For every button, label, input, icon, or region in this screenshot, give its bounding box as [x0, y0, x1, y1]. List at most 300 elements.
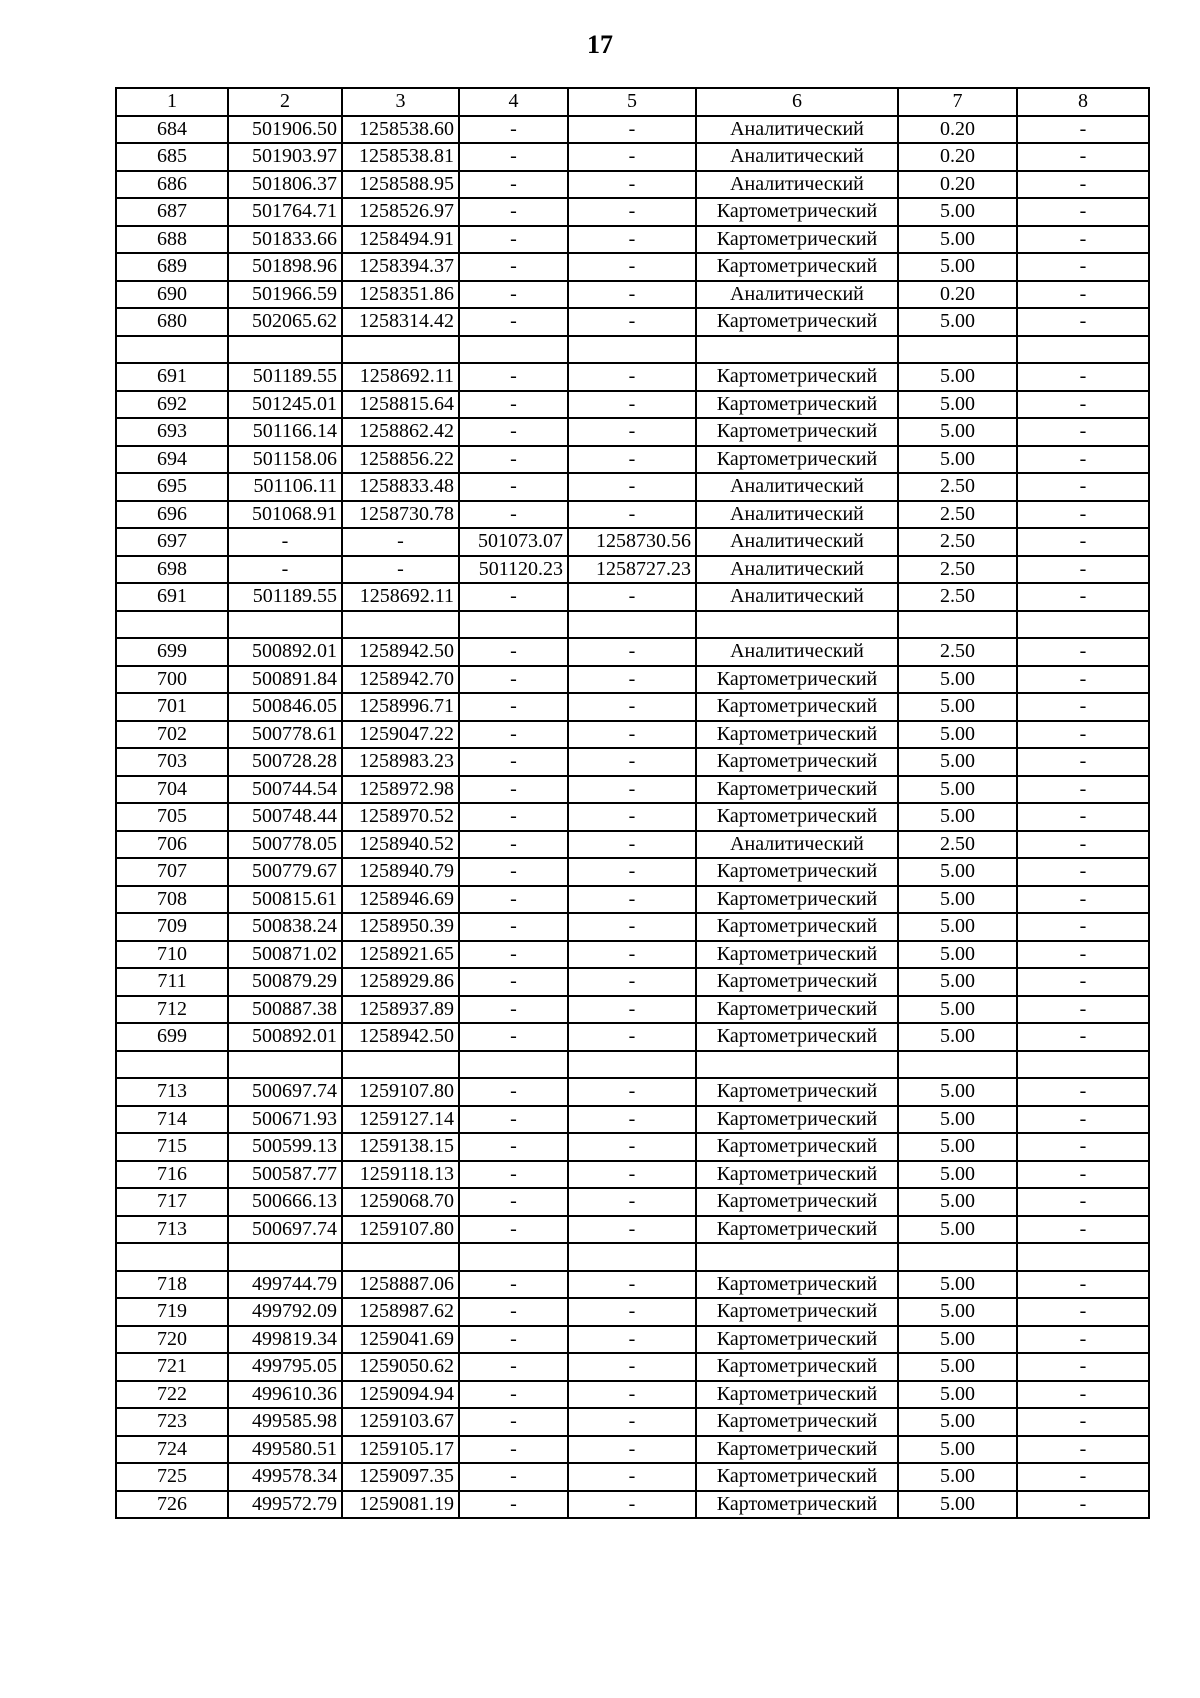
note-cell — [1017, 336, 1149, 364]
accuracy-cell: 5.00 — [898, 1463, 1017, 1491]
note-cell: - — [1017, 913, 1149, 941]
table-row — [116, 1216, 1149, 1244]
point-number-cell: 716 — [116, 1161, 228, 1189]
point-number-cell: 707 — [116, 858, 228, 886]
x-coordinate-alt-cell: - — [459, 418, 568, 446]
y-coordinate-alt-cell: - — [568, 968, 696, 996]
point-number-cell: 725 — [116, 1463, 228, 1491]
x-coordinate-cell: 499744.79 — [228, 1271, 342, 1299]
x-coordinate-cell: 501764.71 — [228, 198, 342, 226]
header-cell: 2 — [228, 88, 342, 116]
y-coordinate-cell: 1259081.19 — [342, 1491, 459, 1519]
table-row — [116, 1491, 1149, 1519]
accuracy-cell: 5.00 — [898, 391, 1017, 419]
y-coordinate-alt-cell: - — [568, 803, 696, 831]
table-row — [116, 1381, 1149, 1409]
note-cell: - — [1017, 528, 1149, 556]
x-coordinate-alt-cell: - — [459, 253, 568, 281]
accuracy-cell: 5.00 — [898, 1353, 1017, 1381]
x-coordinate-cell: - — [228, 528, 342, 556]
method-cell: Картометрический — [696, 1188, 898, 1216]
note-cell — [1017, 611, 1149, 639]
y-coordinate-cell: 1258538.81 — [342, 143, 459, 171]
method-cell: Картометрический — [696, 1436, 898, 1464]
method-cell: Аналитический — [696, 638, 898, 666]
x-coordinate-cell: 501806.37 — [228, 171, 342, 199]
table-row — [116, 171, 1149, 199]
note-cell: - — [1017, 253, 1149, 281]
table-row — [116, 886, 1149, 914]
y-coordinate-alt-cell: - — [568, 1326, 696, 1354]
method-cell: Картометрический — [696, 1271, 898, 1299]
accuracy-cell: 5.00 — [898, 1408, 1017, 1436]
method-cell: Картометрический — [696, 941, 898, 969]
method-cell: Картометрический — [696, 308, 898, 336]
method-cell: Картометрический — [696, 693, 898, 721]
note-cell: - — [1017, 143, 1149, 171]
x-coordinate-cell: 501189.55 — [228, 583, 342, 611]
header-cell: 4 — [459, 88, 568, 116]
x-coordinate-alt-cell: - — [459, 1216, 568, 1244]
note-cell: - — [1017, 391, 1149, 419]
method-cell: Картометрический — [696, 226, 898, 254]
table-row — [116, 1188, 1149, 1216]
note-cell: - — [1017, 886, 1149, 914]
y-coordinate-alt-cell: - — [568, 858, 696, 886]
point-number-cell: 698 — [116, 556, 228, 584]
table-row — [116, 1106, 1149, 1134]
x-coordinate-cell: 501158.06 — [228, 446, 342, 474]
note-cell: - — [1017, 858, 1149, 886]
x-coordinate-cell: 499795.05 — [228, 1353, 342, 1381]
point-number-cell: 703 — [116, 748, 228, 776]
accuracy-cell: 5.00 — [898, 226, 1017, 254]
accuracy-cell — [898, 336, 1017, 364]
y-coordinate-alt-cell: - — [568, 1381, 696, 1409]
x-coordinate-alt-cell: - — [459, 693, 568, 721]
method-cell: Аналитический — [696, 583, 898, 611]
method-cell: Картометрический — [696, 391, 898, 419]
table-row — [116, 858, 1149, 886]
point-number-cell: 721 — [116, 1353, 228, 1381]
x-coordinate-cell: 501068.91 — [228, 501, 342, 529]
x-coordinate-alt-cell: - — [459, 1491, 568, 1519]
note-cell: - — [1017, 198, 1149, 226]
accuracy-cell — [898, 1243, 1017, 1271]
point-number-cell: 704 — [116, 776, 228, 804]
point-number-cell: 717 — [116, 1188, 228, 1216]
method-cell: Картометрический — [696, 1023, 898, 1051]
x-coordinate-cell: 500666.13 — [228, 1188, 342, 1216]
point-number-cell: 724 — [116, 1436, 228, 1464]
x-coordinate-alt-cell: - — [459, 391, 568, 419]
y-coordinate-cell: 1258921.65 — [342, 941, 459, 969]
x-coordinate-alt-cell: - — [459, 831, 568, 859]
x-coordinate-cell — [228, 1243, 342, 1271]
y-coordinate-cell: 1258950.39 — [342, 913, 459, 941]
accuracy-cell: 0.20 — [898, 281, 1017, 309]
note-cell: - — [1017, 968, 1149, 996]
table-row — [116, 473, 1149, 501]
x-coordinate-cell: 500748.44 — [228, 803, 342, 831]
note-cell: - — [1017, 776, 1149, 804]
x-coordinate-cell: 501166.14 — [228, 418, 342, 446]
accuracy-cell: 5.00 — [898, 693, 1017, 721]
x-coordinate-cell: - — [228, 556, 342, 584]
y-coordinate-cell: 1258940.79 — [342, 858, 459, 886]
y-coordinate-cell: 1259094.94 — [342, 1381, 459, 1409]
method-cell: Картометрический — [696, 363, 898, 391]
y-coordinate-alt-cell: - — [568, 143, 696, 171]
table-row — [116, 1408, 1149, 1436]
point-number-cell: 709 — [116, 913, 228, 941]
note-cell: - — [1017, 446, 1149, 474]
coordinates-table — [115, 87, 1150, 1519]
y-coordinate-cell: 1258887.06 — [342, 1271, 459, 1299]
note-cell: - — [1017, 1078, 1149, 1106]
method-cell: Картометрический — [696, 858, 898, 886]
x-coordinate-alt-cell: - — [459, 1188, 568, 1216]
method-cell: Аналитический — [696, 116, 898, 144]
table-row — [116, 968, 1149, 996]
method-cell: Картометрический — [696, 1353, 898, 1381]
y-coordinate-cell: 1258970.52 — [342, 803, 459, 831]
table-row — [116, 1051, 1149, 1079]
y-coordinate-cell: 1258588.95 — [342, 171, 459, 199]
x-coordinate-alt-cell: - — [459, 1106, 568, 1134]
method-cell: Аналитический — [696, 831, 898, 859]
point-number-cell: 720 — [116, 1326, 228, 1354]
method-cell: Аналитический — [696, 281, 898, 309]
y-coordinate-cell: - — [342, 528, 459, 556]
accuracy-cell: 5.00 — [898, 1381, 1017, 1409]
note-cell: - — [1017, 1161, 1149, 1189]
y-coordinate-alt-cell: 1258730.56 — [568, 528, 696, 556]
y-coordinate-cell: 1258815.64 — [342, 391, 459, 419]
note-cell: - — [1017, 308, 1149, 336]
x-coordinate-cell: 500587.77 — [228, 1161, 342, 1189]
y-coordinate-alt-cell: - — [568, 391, 696, 419]
accuracy-cell: 5.00 — [898, 363, 1017, 391]
table-row — [116, 1326, 1149, 1354]
y-coordinate-alt-cell: - — [568, 1023, 696, 1051]
point-number-cell: 706 — [116, 831, 228, 859]
method-cell — [696, 1051, 898, 1079]
accuracy-cell: 5.00 — [898, 1326, 1017, 1354]
x-coordinate-alt-cell: - — [459, 886, 568, 914]
method-cell: Картометрический — [696, 968, 898, 996]
y-coordinate-cell: 1258494.91 — [342, 226, 459, 254]
x-coordinate-cell: 499792.09 — [228, 1298, 342, 1326]
accuracy-cell: 2.50 — [898, 528, 1017, 556]
table-row — [116, 418, 1149, 446]
x-coordinate-alt-cell: - — [459, 363, 568, 391]
point-number-cell: 710 — [116, 941, 228, 969]
point-number-cell: 723 — [116, 1408, 228, 1436]
table-row — [116, 226, 1149, 254]
table-row — [116, 803, 1149, 831]
x-coordinate-cell: 501903.97 — [228, 143, 342, 171]
note-cell: - — [1017, 1216, 1149, 1244]
point-number-cell: 688 — [116, 226, 228, 254]
accuracy-cell: 2.50 — [898, 583, 1017, 611]
x-coordinate-cell: 501906.50 — [228, 116, 342, 144]
x-coordinate-cell: 500838.24 — [228, 913, 342, 941]
header-cell: 6 — [696, 88, 898, 116]
x-coordinate-cell: 501245.01 — [228, 391, 342, 419]
method-cell — [696, 611, 898, 639]
x-coordinate-cell: 500846.05 — [228, 693, 342, 721]
table-row — [116, 1353, 1149, 1381]
y-coordinate-alt-cell: - — [568, 721, 696, 749]
point-number-cell: 699 — [116, 638, 228, 666]
point-number-cell: 714 — [116, 1106, 228, 1134]
table-row — [116, 693, 1149, 721]
y-coordinate-cell: 1258692.11 — [342, 583, 459, 611]
x-coordinate-alt-cell: - — [459, 666, 568, 694]
method-cell: Аналитический — [696, 143, 898, 171]
y-coordinate-cell: 1258730.78 — [342, 501, 459, 529]
y-coordinate-alt-cell: 1258727.23 — [568, 556, 696, 584]
y-coordinate-cell: 1259050.62 — [342, 1353, 459, 1381]
x-coordinate-cell: 500671.93 — [228, 1106, 342, 1134]
x-coordinate-alt-cell — [459, 1243, 568, 1271]
y-coordinate-alt-cell: - — [568, 996, 696, 1024]
point-number-cell: 708 — [116, 886, 228, 914]
accuracy-cell: 0.20 — [898, 143, 1017, 171]
x-coordinate-alt-cell: - — [459, 968, 568, 996]
point-number-cell: 691 — [116, 363, 228, 391]
x-coordinate-cell: 500697.74 — [228, 1216, 342, 1244]
point-number-cell: 713 — [116, 1216, 228, 1244]
y-coordinate-alt-cell: - — [568, 116, 696, 144]
y-coordinate-cell: 1258942.50 — [342, 1023, 459, 1051]
x-coordinate-alt-cell: - — [459, 941, 568, 969]
y-coordinate-cell: 1259041.69 — [342, 1326, 459, 1354]
y-coordinate-cell: 1259138.15 — [342, 1133, 459, 1161]
accuracy-cell: 5.00 — [898, 913, 1017, 941]
table-row — [116, 776, 1149, 804]
x-coordinate-alt-cell: - — [459, 1381, 568, 1409]
table-row — [116, 363, 1149, 391]
point-number-cell: 711 — [116, 968, 228, 996]
table-row — [116, 116, 1149, 144]
y-coordinate-alt-cell: - — [568, 308, 696, 336]
x-coordinate-alt-cell: - — [459, 1023, 568, 1051]
y-coordinate-cell: 1258526.97 — [342, 198, 459, 226]
x-coordinate-cell: 500599.13 — [228, 1133, 342, 1161]
y-coordinate-cell: 1258972.98 — [342, 776, 459, 804]
accuracy-cell: 5.00 — [898, 253, 1017, 281]
y-coordinate-cell: 1258942.70 — [342, 666, 459, 694]
x-coordinate-cell — [228, 1051, 342, 1079]
x-coordinate-alt-cell — [459, 1051, 568, 1079]
accuracy-cell: 5.00 — [898, 418, 1017, 446]
note-cell — [1017, 1243, 1149, 1271]
note-cell: - — [1017, 1133, 1149, 1161]
accuracy-cell: 5.00 — [898, 803, 1017, 831]
accuracy-cell: 5.00 — [898, 308, 1017, 336]
y-coordinate-alt-cell: - — [568, 418, 696, 446]
y-coordinate-alt-cell: - — [568, 1078, 696, 1106]
x-coordinate-cell: 500871.02 — [228, 941, 342, 969]
method-cell: Картометрический — [696, 1133, 898, 1161]
x-coordinate-alt-cell — [459, 611, 568, 639]
y-coordinate-alt-cell — [568, 611, 696, 639]
header-cell: 5 — [568, 88, 696, 116]
point-number-cell: 701 — [116, 693, 228, 721]
accuracy-cell — [898, 611, 1017, 639]
method-cell: Картометрический — [696, 446, 898, 474]
x-coordinate-cell: 499819.34 — [228, 1326, 342, 1354]
y-coordinate-cell: 1258996.71 — [342, 693, 459, 721]
y-coordinate-alt-cell: - — [568, 1271, 696, 1299]
y-coordinate-cell: 1259107.80 — [342, 1216, 459, 1244]
table-row — [116, 253, 1149, 281]
accuracy-cell — [898, 1051, 1017, 1079]
table-row — [116, 583, 1149, 611]
note-cell: - — [1017, 831, 1149, 859]
point-number-cell: 690 — [116, 281, 228, 309]
table-row — [116, 721, 1149, 749]
note-cell: - — [1017, 1271, 1149, 1299]
y-coordinate-alt-cell: - — [568, 1133, 696, 1161]
y-coordinate-cell: 1258937.89 — [342, 996, 459, 1024]
y-coordinate-alt-cell: - — [568, 886, 696, 914]
method-cell: Картометрический — [696, 996, 898, 1024]
x-coordinate-cell: 500892.01 — [228, 638, 342, 666]
table-row — [116, 336, 1149, 364]
x-coordinate-cell: 499610.36 — [228, 1381, 342, 1409]
y-coordinate-cell: 1258987.62 — [342, 1298, 459, 1326]
accuracy-cell: 5.00 — [898, 1188, 1017, 1216]
header-cell: 7 — [898, 88, 1017, 116]
note-cell: - — [1017, 281, 1149, 309]
y-coordinate-alt-cell: - — [568, 226, 696, 254]
y-coordinate-cell: 1258929.86 — [342, 968, 459, 996]
x-coordinate-cell: 500778.61 — [228, 721, 342, 749]
note-cell: - — [1017, 583, 1149, 611]
page-number: 17 — [587, 30, 613, 59]
x-coordinate-cell: 499572.79 — [228, 1491, 342, 1519]
y-coordinate-alt-cell: - — [568, 831, 696, 859]
accuracy-cell: 0.20 — [898, 171, 1017, 199]
y-coordinate-alt-cell: - — [568, 1188, 696, 1216]
method-cell: Картометрический — [696, 253, 898, 281]
x-coordinate-alt-cell: - — [459, 913, 568, 941]
y-coordinate-cell: 1258314.42 — [342, 308, 459, 336]
y-coordinate-alt-cell — [568, 336, 696, 364]
x-coordinate-cell: 499585.98 — [228, 1408, 342, 1436]
note-cell: - — [1017, 748, 1149, 776]
y-coordinate-alt-cell: - — [568, 748, 696, 776]
table-row — [116, 1298, 1149, 1326]
y-coordinate-cell — [342, 1243, 459, 1271]
point-number-cell — [116, 611, 228, 639]
x-coordinate-cell: 501833.66 — [228, 226, 342, 254]
note-cell: - — [1017, 171, 1149, 199]
method-cell: Картометрический — [696, 803, 898, 831]
table-row — [116, 198, 1149, 226]
x-coordinate-cell: 500744.54 — [228, 776, 342, 804]
note-cell: - — [1017, 501, 1149, 529]
accuracy-cell: 5.00 — [898, 941, 1017, 969]
x-coordinate-alt-cell: - — [459, 308, 568, 336]
y-coordinate-cell: 1259107.80 — [342, 1078, 459, 1106]
note-cell: - — [1017, 226, 1149, 254]
x-coordinate-cell: 500879.29 — [228, 968, 342, 996]
y-coordinate-alt-cell: - — [568, 198, 696, 226]
x-coordinate-alt-cell: - — [459, 473, 568, 501]
point-number-cell: 689 — [116, 253, 228, 281]
accuracy-cell: 2.50 — [898, 473, 1017, 501]
y-coordinate-alt-cell: - — [568, 776, 696, 804]
accuracy-cell: 5.00 — [898, 748, 1017, 776]
accuracy-cell: 5.00 — [898, 1133, 1017, 1161]
x-coordinate-cell: 500815.61 — [228, 886, 342, 914]
y-coordinate-cell: 1258351.86 — [342, 281, 459, 309]
point-number-cell: 696 — [116, 501, 228, 529]
x-coordinate-alt-cell: - — [459, 776, 568, 804]
x-coordinate-alt-cell: - — [459, 1133, 568, 1161]
method-cell: Картометрический — [696, 721, 898, 749]
x-coordinate-alt-cell: - — [459, 1326, 568, 1354]
note-cell: - — [1017, 116, 1149, 144]
table-row — [116, 528, 1149, 556]
y-coordinate-alt-cell: - — [568, 1298, 696, 1326]
x-coordinate-cell: 501106.11 — [228, 473, 342, 501]
y-coordinate-cell: 1258940.52 — [342, 831, 459, 859]
note-cell: - — [1017, 996, 1149, 1024]
y-coordinate-cell: 1259103.67 — [342, 1408, 459, 1436]
table-row — [116, 1463, 1149, 1491]
x-coordinate-alt-cell: 501073.07 — [459, 528, 568, 556]
point-number-cell: 718 — [116, 1271, 228, 1299]
x-coordinate-alt-cell: - — [459, 1408, 568, 1436]
x-coordinate-alt-cell: - — [459, 1078, 568, 1106]
method-cell: Аналитический — [696, 473, 898, 501]
accuracy-cell: 5.00 — [898, 1078, 1017, 1106]
point-number-cell: 684 — [116, 116, 228, 144]
accuracy-cell: 5.00 — [898, 198, 1017, 226]
y-coordinate-alt-cell: - — [568, 473, 696, 501]
accuracy-cell: 2.50 — [898, 501, 1017, 529]
header-cell: 8 — [1017, 88, 1149, 116]
accuracy-cell: 2.50 — [898, 831, 1017, 859]
method-cell: Аналитический — [696, 528, 898, 556]
method-cell: Картометрический — [696, 666, 898, 694]
method-cell: Картометрический — [696, 886, 898, 914]
note-cell: - — [1017, 1491, 1149, 1519]
method-cell: Картометрический — [696, 1381, 898, 1409]
x-coordinate-alt-cell: - — [459, 638, 568, 666]
method-cell: Картометрический — [696, 1408, 898, 1436]
note-cell: - — [1017, 1106, 1149, 1134]
y-coordinate-cell: 1258856.22 — [342, 446, 459, 474]
table-row — [116, 666, 1149, 694]
method-cell: Картометрический — [696, 776, 898, 804]
x-coordinate-alt-cell: - — [459, 281, 568, 309]
note-cell: - — [1017, 473, 1149, 501]
accuracy-cell: 5.00 — [898, 1491, 1017, 1519]
method-cell: Картометрический — [696, 1106, 898, 1134]
note-cell: - — [1017, 363, 1149, 391]
x-coordinate-alt-cell: - — [459, 171, 568, 199]
y-coordinate-alt-cell: - — [568, 1463, 696, 1491]
y-coordinate-alt-cell: - — [568, 171, 696, 199]
y-coordinate-alt-cell: - — [568, 941, 696, 969]
y-coordinate-alt-cell: - — [568, 253, 696, 281]
